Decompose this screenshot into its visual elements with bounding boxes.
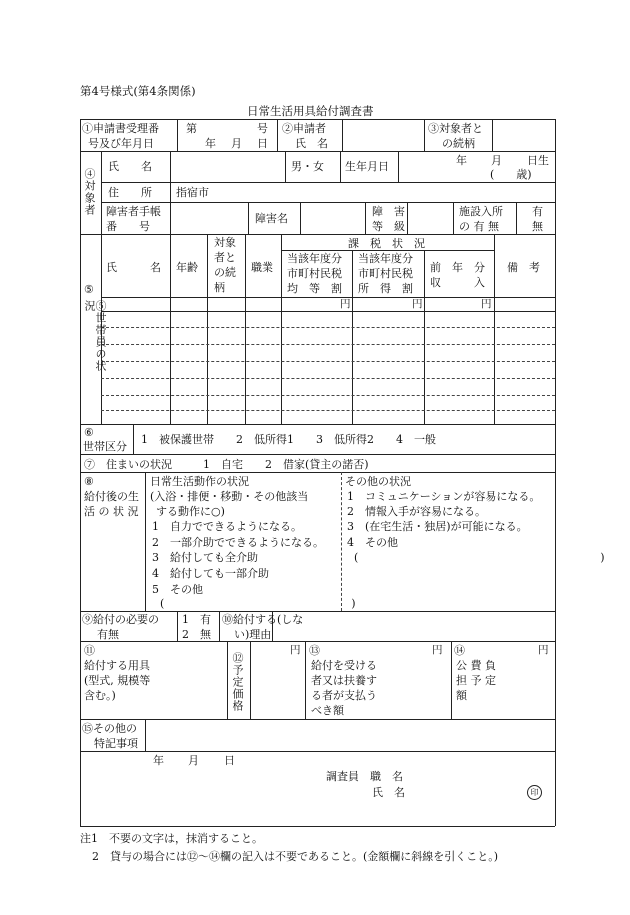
payer-num: ⑬ [309,644,320,657]
sign-month: 月 [188,754,199,767]
public-num: ⑭ [454,644,465,657]
sign-year: 年 [153,754,164,767]
category-options: 1 被保護世帯 2 低所得1 3 低所得2 4 一般 [141,433,436,446]
other-item: 3 (在宅生活・独居)が可能になる。 [347,520,528,533]
col-relation-4: 柄 [214,281,225,294]
relation-label-2: の続柄 [442,137,475,150]
housing-label: ⑦ 住まいの状況 [84,458,172,471]
price-label: ⑫予定価格 [231,652,244,712]
payer-label-4: べき額 [311,704,344,717]
equip-label-3: 含む。) [84,689,116,702]
col-relation-1: 対象 [214,236,236,249]
daily-title: 日常生活動作の状況 [150,475,249,488]
need-no: 2 無 [182,628,211,641]
tax1-yen: 円 [340,298,351,310]
col-name: 氏 名 [106,261,161,274]
col-relation-3: の続 [214,266,236,279]
tax2-yen: 円 [412,298,423,310]
receipt-year: 年 [205,137,216,150]
col-remarks: 備 考 [507,261,540,274]
notebook-label: 障害者手帳 [106,205,161,218]
disability-name-label: 障害名 [255,212,288,225]
equip-label-2: (型式, 規模等 [84,674,151,687]
need-label-2: 有無 [97,628,119,641]
age-field: ( 歳) [490,168,532,181]
payer-label-3: る者が支払う [311,689,377,702]
public-label: 公 費 負 [456,659,496,672]
public-label-3: 額 [456,689,467,702]
page-title: 日常生活用具給付調査書 [247,104,374,118]
after-num: ⑧ [84,475,94,488]
applicant-label-2: 氏 名 [295,137,328,150]
target-label: ④対象者 [83,168,96,216]
receipt-month: 月 [231,137,242,150]
other-item: 2 情報入手が容易になる。 [347,505,486,518]
after-label-2: 活 の 状 況 [84,505,139,518]
category-label: 世帯区分 [83,440,127,453]
seal-mark: 印 [527,785,542,800]
col-job: 職業 [251,261,273,274]
receipt-label: ①申請書受理番 [82,122,159,135]
receipt-day: 日 [257,137,268,150]
facility-label-2: の 有 無 [459,220,499,233]
receipt-dai: 第 [186,122,197,135]
daily-item: 3 給付しても全介助 [152,551,258,564]
birth-month: 月 [491,154,502,167]
other-paren: ( ) [354,551,605,564]
investigator-name: 氏 名 [372,786,405,799]
col-relation-2: 者と [214,251,236,264]
col-age: 年齢 [176,261,198,274]
applicant-label: ②申請者 [282,122,326,135]
public-label-2: 担 予 定 [456,674,496,687]
birth-year: 年 [456,154,467,167]
category-num: ⑥ [84,426,94,439]
tax1-l2: 市町村民税 [287,267,342,280]
footnote-2: 2 貸与の場合には⑫～⑭欄の記入は不要であること。(金額欄に斜線を引くこと。) [92,850,499,863]
reason-label: ⑩給付する(しな [222,613,304,626]
income-yen: 円 [481,298,492,310]
daily-note-2: する動作に○) [156,505,225,518]
tax2-l2: 市町村民税 [358,267,413,280]
investigator-title: 調査員 職 名 [326,770,403,783]
income-l2: 収 入 [430,276,485,289]
daily-note-1: (入浴・排便・移動・その他該当 [150,490,309,503]
need-label: ⑨給付の必要の [82,613,159,626]
relation-label: ③対象者と [428,122,483,135]
facility-no: 無 [532,220,543,233]
facility-label: 施設入所 [459,205,503,218]
footnote-1: 注1 不要の文字は，抹消すること。 [80,832,263,845]
daily-item: 5 その他 [152,583,203,596]
payer-label: 給付を受ける [311,659,377,672]
payer-yen: 円 [432,644,443,656]
sign-day: 日 [224,754,235,767]
birth-day: 日生 [527,154,549,167]
other-item: 4 その他 [347,536,398,549]
address-label: 住 所 [108,186,152,199]
other-title: その他の状況 [345,475,411,488]
after-label: 給付後の生 [84,490,139,503]
facility-yes: 有 [532,205,543,218]
name-label: 氏 名 [108,160,152,173]
need-yes: 1 有 [182,613,211,626]
tax1-l1: 当該年度分 [287,252,342,265]
notes-label-2: 特記事項 [94,737,138,750]
household-label: ⑤世帯員の状況 [83,300,107,372]
receipt-go: 号 [257,122,268,135]
daily-item: 2 一部介助でできるようになる。 [152,536,324,549]
housing-options: 1 自宅 2 借家(貸主の諾否) [203,458,369,471]
income-l1: 前 年 分 [430,261,485,274]
daily-item: 4 給付しても一部介助 [152,567,269,580]
form-label: 第4号様式(第4条関係) [80,84,196,98]
grade-label-2: 等 級 [372,220,405,233]
household-num: ⑤ [84,283,94,296]
payer-label-2: 者又は扶養す [311,674,377,687]
notebook-label-2: 番 号 [106,220,150,233]
other-item: 1 コミュニケーションが容易になる。 [347,490,541,503]
reason-label-2: い)理由 [234,628,272,641]
daily-item: 1 自力でできるようになる。 [152,520,302,533]
birth-label: 生年月日 [345,160,389,173]
tax-header: 課 税 状 況 [348,237,425,250]
grade-label: 障 害 [372,205,405,218]
equip-label: 給付する用具 [84,659,150,672]
equip-num: ⑪ [84,644,95,657]
receipt-label-2: 号及び年月日 [88,137,154,150]
sex-options: 男・女 [291,160,324,173]
tax2-l1: 当該年度分 [358,252,413,265]
public-yen: 円 [538,644,549,656]
tax2-l3: 所 得 割 [358,282,413,295]
tax1-l3: 均 等 割 [287,282,342,295]
price-yen: 円 [290,644,301,656]
notes-label: ⑮その他の [82,722,137,735]
address-value: 指宿市 [176,186,209,199]
daily-other-paren: ( ) [160,597,356,610]
